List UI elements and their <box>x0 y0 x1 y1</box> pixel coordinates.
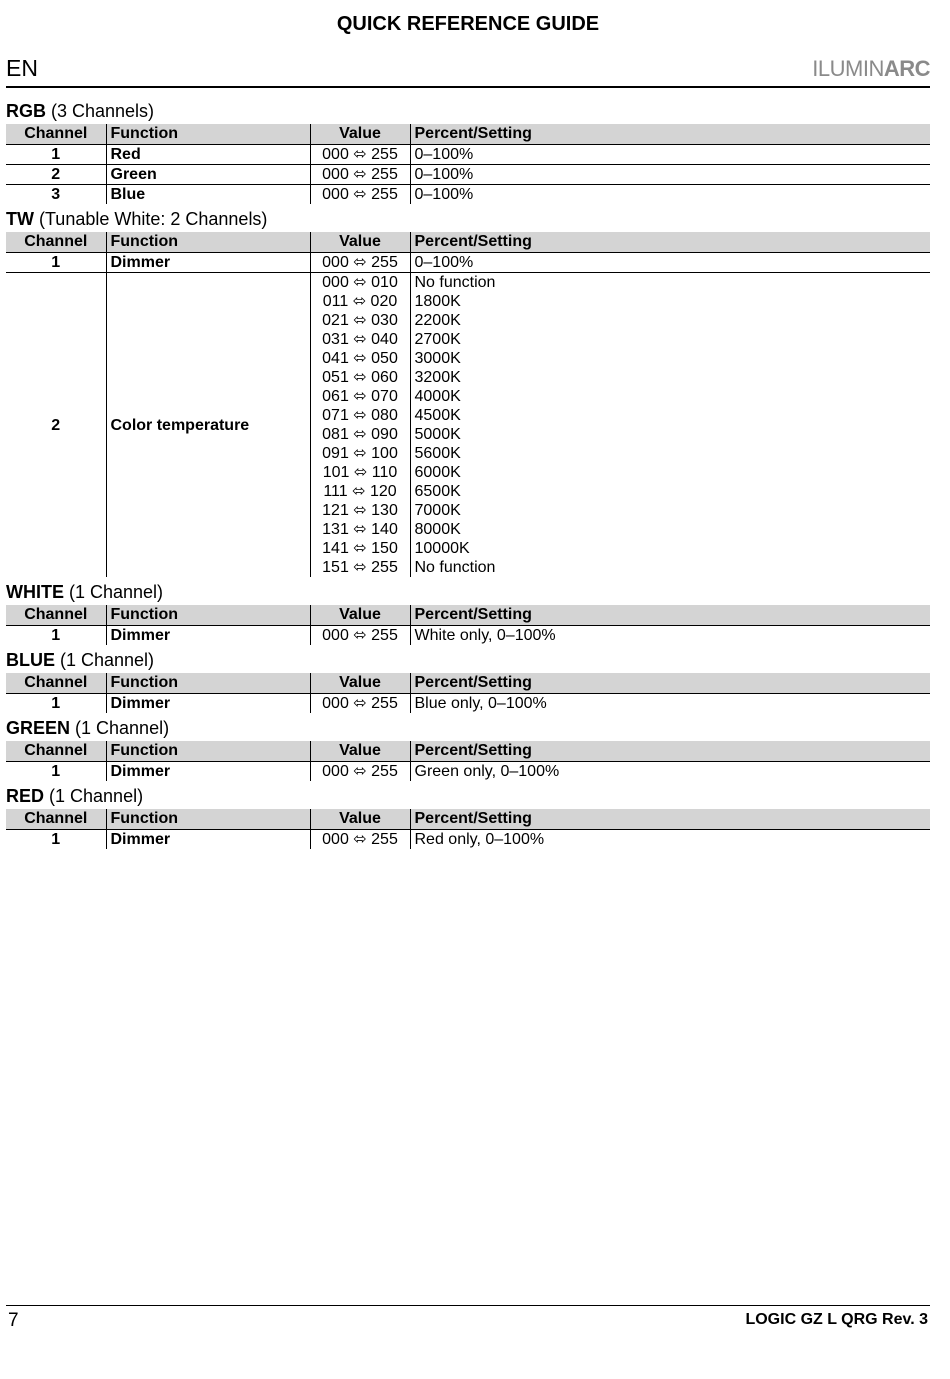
col-header-value: Value <box>310 124 410 145</box>
logo-text-bold: ARC <box>883 56 930 81</box>
col-header-function: Function <box>106 232 310 253</box>
cell-percent: 0–100% <box>410 145 930 165</box>
table-row <box>6 762 930 782</box>
cell-function: Dimmer <box>106 626 310 646</box>
table-white <box>6 605 930 645</box>
table-tw <box>6 232 930 577</box>
cell-channel: 1 <box>51 831 61 848</box>
cell-value: 021 ⬄ 030 <box>310 311 410 330</box>
cell-percent: 0–100% <box>410 185 930 205</box>
cell-percent: 1800K <box>410 292 930 311</box>
cell-percent: Red only, 0–100% <box>410 830 930 850</box>
cell-percent: Green only, 0–100% <box>410 762 930 782</box>
language-code: EN <box>6 55 38 81</box>
section-title-red: RED (1 Channel) <box>6 786 144 806</box>
cell-value: 051 ⬄ 060 <box>310 368 410 387</box>
table-header-row <box>6 741 930 762</box>
cell-value: 041 ⬄ 050 <box>310 349 410 368</box>
cell-value: 131 ⬄ 140 <box>310 520 410 539</box>
cell-value: 121 ⬄ 130 <box>310 501 410 520</box>
logo-text-light: ILUMIN <box>812 56 884 81</box>
cell-channel: 2 <box>6 165 106 185</box>
cell-value: 000 ⬄ 010 <box>310 273 410 293</box>
col-header-value: Value <box>310 673 410 694</box>
cell-value: 000 ⬄ 255 <box>310 165 410 185</box>
cell-percent: No function <box>410 558 930 577</box>
cell-percent: 8000K <box>410 520 930 539</box>
header-divider <box>6 86 930 88</box>
page-number: 7 <box>8 1310 19 1331</box>
col-header-function: Function <box>106 605 310 626</box>
cell-value: 000 ⬄ 255 <box>310 830 410 850</box>
col-header-percent: Percent/Setting <box>410 232 930 253</box>
table-row <box>6 145 930 165</box>
cell-percent: 5600K <box>410 444 930 463</box>
col-header-value: Value <box>310 232 410 253</box>
section-title-blue: BLUE (1 Channel) <box>6 650 155 670</box>
cell-value: 111 ⬄ 120 <box>310 482 410 501</box>
cell-channel: 1 <box>6 253 106 273</box>
cell-value: 000 ⬄ 255 <box>310 253 410 273</box>
section-title-green: GREEN (1 Channel) <box>6 718 170 738</box>
section-title-white: WHITE (1 Channel) <box>6 582 164 602</box>
cell-value: 091 ⬄ 100 <box>310 444 410 463</box>
col-header-channel: Channel <box>6 605 106 626</box>
table-header-row <box>6 673 930 694</box>
cell-value: 071 ⬄ 080 <box>310 406 410 425</box>
cell-function: Red <box>106 145 310 165</box>
cell-value: 000 ⬄ 255 <box>310 145 410 165</box>
col-header-function: Function <box>106 809 310 830</box>
col-header-percent: Percent/Setting <box>410 741 930 762</box>
cell-value: 000 ⬄ 255 <box>310 185 410 205</box>
cell-percent: 4500K <box>410 406 930 425</box>
cell-function: Dimmer <box>106 694 310 714</box>
col-header-value: Value <box>310 809 410 830</box>
cell-percent: 0–100% <box>410 165 930 185</box>
cell-percent: 5000K <box>410 425 930 444</box>
table-header-row <box>6 605 930 626</box>
col-header-channel: Channel <box>6 232 106 253</box>
cell-percent: 3200K <box>410 368 930 387</box>
table-red <box>6 809 930 849</box>
cell-function: Dimmer <box>106 253 310 273</box>
table-row <box>6 830 930 850</box>
cell-channel: 1 <box>51 627 61 644</box>
cell-value: 101 ⬄ 110 <box>310 463 410 482</box>
table-green <box>6 741 930 781</box>
table-blue <box>6 673 930 713</box>
dmx-tables <box>6 96 930 849</box>
cell-value: 000 ⬄ 255 <box>310 626 410 646</box>
brand-logo <box>812 56 930 82</box>
table-row <box>6 626 930 646</box>
cell-function: Dimmer <box>106 762 310 782</box>
table-header-row <box>6 232 930 253</box>
cell-function: Green <box>106 165 310 185</box>
col-header-value: Value <box>310 741 410 762</box>
cell-percent: No function <box>410 273 930 293</box>
document-revision: LOGIC GZ L QRG Rev. 3 <box>745 1311 928 1328</box>
cell-percent: 7000K <box>410 501 930 520</box>
table-header-row <box>6 809 930 830</box>
document-title: QUICK REFERENCE GUIDE <box>336 13 600 35</box>
cell-percent: 2700K <box>410 330 930 349</box>
cell-value: 000 ⬄ 255 <box>310 762 410 782</box>
cell-value: 151 ⬄ 255 <box>310 558 410 577</box>
cell-percent: 0–100% <box>410 253 930 273</box>
cell-percent: 2200K <box>410 311 930 330</box>
cell-channel: 1 <box>6 145 106 165</box>
cell-channel: 2 <box>51 416 61 434</box>
col-header-channel: Channel <box>6 673 106 694</box>
cell-percent: 6500K <box>410 482 930 501</box>
cell-value: 061 ⬄ 070 <box>310 387 410 406</box>
cell-value: 081 ⬄ 090 <box>310 425 410 444</box>
cell-percent: Blue only, 0–100% <box>410 694 930 714</box>
cell-function: Dimmer <box>106 830 310 850</box>
cell-percent: 3000K <box>410 349 930 368</box>
table-row <box>6 185 930 205</box>
col-header-percent: Percent/Setting <box>410 605 930 626</box>
cell-value: 141 ⬄ 150 <box>310 539 410 558</box>
cell-function: Blue <box>106 185 310 205</box>
cell-percent: 6000K <box>410 463 930 482</box>
col-header-percent: Percent/Setting <box>410 673 930 694</box>
cell-value: 011 ⬄ 020 <box>310 292 410 311</box>
col-header-function: Function <box>106 741 310 762</box>
section-title-tw: TW (Tunable White: 2 Channels) <box>6 209 268 229</box>
cell-value: 031 ⬄ 040 <box>310 330 410 349</box>
section-title-rgb: RGB (3 Channels) <box>6 101 155 121</box>
col-header-channel: Channel <box>6 809 106 830</box>
cell-value: 000 ⬄ 255 <box>310 694 410 714</box>
col-header-function: Function <box>106 124 310 145</box>
col-header-function: Function <box>106 673 310 694</box>
cell-percent: 4000K <box>410 387 930 406</box>
col-header-percent: Percent/Setting <box>410 809 930 830</box>
table-row <box>6 253 930 273</box>
col-header-value: Value <box>310 605 410 626</box>
col-header-channel: Channel <box>6 124 106 145</box>
col-header-channel: Channel <box>6 741 106 762</box>
table-header-row <box>6 124 930 145</box>
table-row <box>6 694 930 714</box>
col-header-percent: Percent/Setting <box>410 124 930 145</box>
cell-percent: 10000K <box>410 539 930 558</box>
cell-channel: 1 <box>51 695 61 712</box>
table-rgb <box>6 124 930 204</box>
footer-divider <box>6 1305 930 1306</box>
cell-channel: 3 <box>51 186 61 203</box>
cell-channel: 1 <box>51 763 61 780</box>
table-row <box>6 165 930 185</box>
cell-percent: White only, 0–100% <box>410 626 930 646</box>
cell-function: Color temperature <box>106 273 310 578</box>
table-row <box>6 273 930 293</box>
